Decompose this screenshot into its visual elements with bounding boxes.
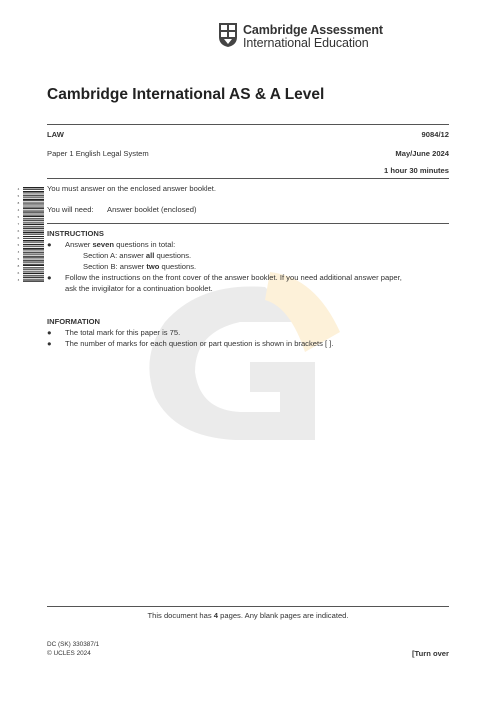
- barcode-digit: 3: [17, 278, 20, 282]
- barcode-digit: 8: [17, 201, 20, 205]
- you-will-need-label: You will need:: [47, 205, 94, 214]
- text-fragment: questions in total:: [116, 240, 176, 249]
- you-will-need-value: Answer booklet (enclosed): [107, 205, 197, 214]
- turn-over-label: [Turn over: [412, 649, 449, 658]
- copyright: © UCLES 2024: [47, 650, 91, 657]
- barcode-digit: 8: [17, 264, 20, 268]
- instruction-bullet: ●: [47, 273, 52, 282]
- information-bullet: ●: [47, 339, 52, 348]
- text-fragment-bold: all: [145, 251, 155, 260]
- text-fragment: questions.: [161, 262, 197, 271]
- barcode-digit: 5: [17, 257, 20, 261]
- paper-code: 9084/12: [421, 130, 449, 139]
- barcode-digit: 6: [17, 229, 20, 233]
- exam-session: May/June 2024: [395, 149, 449, 158]
- barcode-digit: 7: [17, 222, 20, 226]
- instructions-heading: INSTRUCTIONS: [47, 229, 104, 238]
- instruction-section-b: [83, 262, 196, 271]
- instruction-bullet: ●: [47, 240, 52, 249]
- text-fragment: pages. Any blank pages are indicated.: [220, 611, 349, 620]
- barcode-digit: 4: [17, 208, 20, 212]
- document-code: DC (SK) 330387/1: [47, 641, 100, 648]
- text-fragment-bold: two: [146, 262, 160, 271]
- information-marks-brackets: The number of marks for each question or part question is shown in brackets [ ].: [65, 339, 334, 348]
- footer-divider: [47, 606, 449, 607]
- instruction-section-a: [83, 251, 191, 260]
- top-divider: [47, 124, 449, 125]
- instruction-follow-cover-cont: ask the invigilator for a continuation booklet.: [65, 284, 213, 293]
- cambridge-crest-icon: [218, 22, 238, 48]
- page-count-note: [0, 611, 496, 620]
- text-fragment: Answer: [65, 240, 91, 249]
- header-divider: [47, 178, 449, 179]
- text-fragment: Section B: answer: [83, 262, 145, 271]
- information-heading: INFORMATION: [47, 317, 101, 326]
- logo-line2: International Education: [243, 36, 369, 50]
- information-bullet: ●: [47, 328, 52, 337]
- instruction-follow-cover: Follow the instructions on the front cover of the answer booklet. If you need additional answer paper,: [65, 273, 402, 282]
- exam-duration: 1 hour 30 minutes: [384, 166, 449, 175]
- instructions-divider: [47, 223, 449, 224]
- logo-line1: Cambridge Assessment: [243, 23, 383, 37]
- barcode-digit: 4: [17, 187, 20, 191]
- subject-name: LAW: [47, 130, 64, 139]
- instruction-answer-seven: [65, 240, 175, 249]
- barcode-digit: 5: [17, 215, 20, 219]
- text-fragment: Section A: answer: [83, 251, 144, 260]
- information-total-mark: The total mark for this paper is 75.: [65, 328, 181, 337]
- barcode-digit: 5: [17, 194, 20, 198]
- text-fragment: This document has: [147, 611, 212, 620]
- barcode: [17, 186, 45, 282]
- text-fragment-bold: seven: [92, 240, 114, 249]
- page-title: Cambridge International AS & A Level: [47, 86, 325, 103]
- barcode-digit: 5: [17, 243, 20, 247]
- text-fragment: questions.: [156, 251, 192, 260]
- paper-title: Paper 1 English Legal System: [47, 149, 149, 158]
- barcode-digit: 6: [17, 271, 20, 275]
- answer-booklet-note: You must answer on the enclosed answer booklet.: [47, 184, 216, 193]
- text-fragment-bold: 4: [213, 611, 219, 620]
- barcode-digit: 3: [17, 250, 20, 254]
- cambridge-logo: [218, 22, 383, 50]
- barcode-digit: 6: [17, 236, 20, 240]
